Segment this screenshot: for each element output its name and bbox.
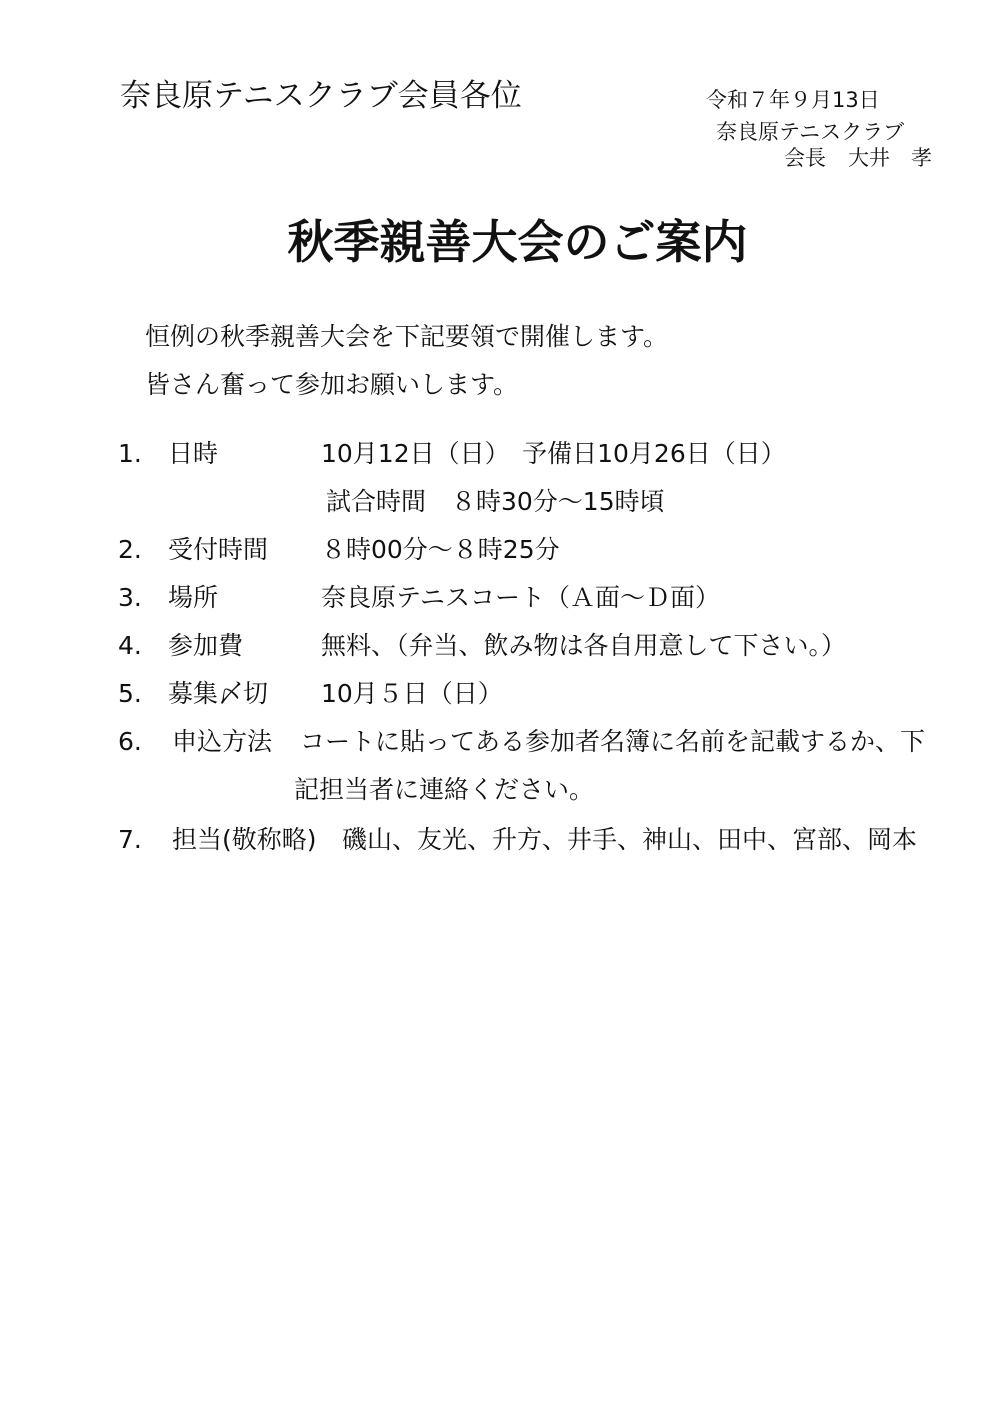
item-number: 2. [118, 535, 142, 564]
item-value: ８時00分～８時25分 [321, 535, 560, 564]
intro-line-1: 恒例の秋季親善大会を下記要領で開催します。 [145, 322, 669, 351]
item-label: 申込方法 [172, 727, 273, 756]
item-value: 10月５日（日） [321, 679, 503, 708]
document-date: 令和７年９月13日 [706, 88, 880, 112]
item-value: 無料、（弁当、飲み物は各自用意して下さい。） [321, 631, 847, 660]
item-label: 募集〆切 [168, 679, 269, 708]
sender-line [784, 144, 932, 172]
item-value: 磯山、友光、升方、井手、神山、田中、宮部、岡本 [342, 825, 918, 854]
sender-name: 大井 孝 [848, 146, 932, 170]
item-number: 7. [118, 825, 142, 854]
item-value: 奈良原テニスコート（Ａ面～Ｄ面） [321, 583, 721, 612]
item-label: 場所 [168, 583, 219, 612]
item-label: 参加費 [168, 631, 244, 660]
item-label: 担当(敬称略) [172, 825, 317, 854]
item-label: 受付時間 [168, 535, 269, 564]
item-number: 4. [118, 631, 142, 660]
item-application-continuation: 記担当者に連絡ください。 [294, 775, 595, 804]
sender-title: 会長 [784, 146, 826, 170]
sender-organization: 奈良原テニスクラブ [716, 120, 905, 144]
item-label: 日時 [168, 439, 219, 468]
intro-line-2: 皆さん奮って参加お願いします。 [145, 370, 519, 399]
item-value: コートに貼ってある参加者名簿に名前を記載するか、下 [300, 727, 926, 756]
item-number: 3. [118, 583, 142, 612]
item-number: 6. [118, 727, 142, 756]
recipient-line: 奈良原テニスクラブ会員各位 [120, 78, 522, 114]
item-number: 1. [118, 439, 142, 468]
item-number: 5. [118, 679, 142, 708]
item-datetime-continuation: 試合時間 ８時30分～15時頃 [326, 487, 665, 516]
document-title: 秋季親善大会のご案内 [287, 215, 748, 269]
item-value: 10月12日（日） 予備日10月26日（日） [321, 439, 786, 468]
